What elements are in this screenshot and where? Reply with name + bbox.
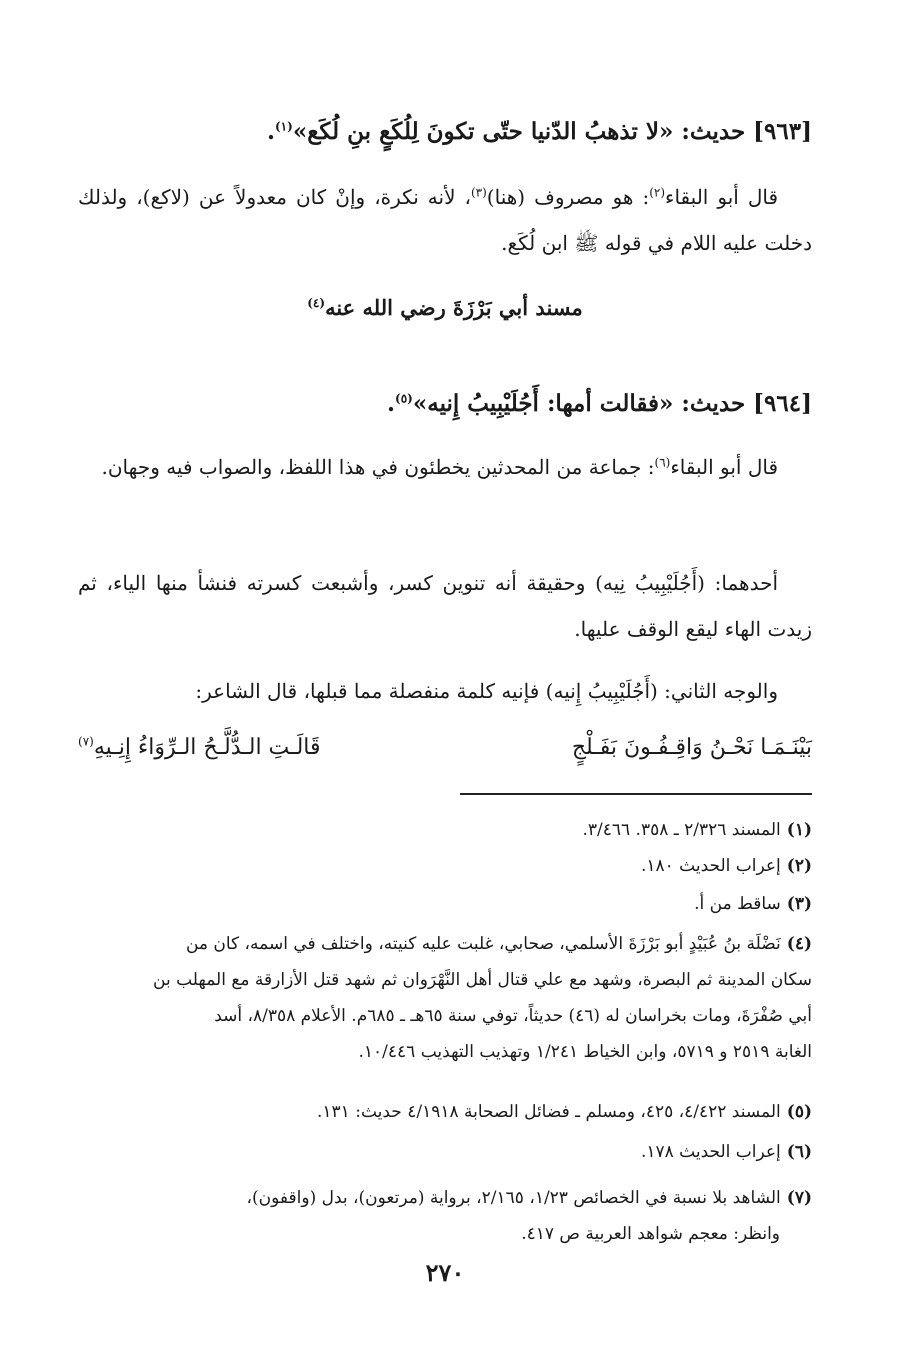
footnote-6: (٦)إعراب الحديث ١٧٨. [640,1142,812,1162]
footnote-separator [460,793,812,795]
verse-first-hemistich: بَيْنَـمَـا نَحْـنُ وَاقِـفُـونَ بَفَـلْجٍ [571,735,812,760]
footnote-ref-7: (٧) [78,734,94,749]
footnote-ref-1: (١) [274,119,293,134]
first-way-paragraph: أحدهما: (أَجُلَيْبِيبُ نِيه) وحقيقة أنه تنوين كسر، وأشبعت كسرته فنشأ منها الياء، ثم زيدت الهاء ليقع الوقف عليها. [78,571,812,641]
footnote-ref-5: (٥) [395,391,413,406]
footnote-5: (٥)المسند ٤/٤٢٢، ٤٢٥، ومسلم ـ فضائل الصحابة ٤/١٩١٨ حديث: ١٣١. [317,1102,812,1122]
page-number: ٢٧٠ [425,1258,465,1287]
verse-second-hemistich: قَالَـتِ الـدُّلَّـحُ الـرِّوَاءُ إِنِـيهِ$^{(٧)}$ [78,734,321,760]
hadith-963-text: «لا تذهبُ الدّنيا حتّى تكونَ لِلُكَعٍ بنِ لُكَع» [292,118,674,145]
footnote-ref-2: (٢) [649,185,666,200]
footnote-ref-3: (٣) [470,185,487,200]
commentary-964: قال أبو البقاء$^{(٦)}$: جماعة من المحدثين يخطئون في هذا اللفظ، والصواب فيه وجهان. [101,455,778,479]
footnote-1: (١)المسند ٢/٣٢٦ ـ ٣٥٨. ٣/٤٦٦. [582,820,812,840]
commentary-963: قال أبو البقاء$^{(٢)}$: هو مصروف (هنا)$^{(٣)}$، لأنه نكرة، وإنْ كان معدولاً عن (لاكع)، ولذلك دخلت عليه اللام في قوله ﷺ ابن لُكَع. [78,185,812,255]
hadith-963: [٩٦٣] حديث: «لا تذهبُ الدّنيا حتّى تكونَ لِلُكَعٍ بنِ لُكَع»$^{(١)}$. [266,118,812,145]
musnad-heading: مسند أبي بَرْزَةَ رضي الله عنه$^{(٤)}$ [307,295,583,320]
footnote-ref-6: (٦) [654,455,671,470]
hadith-964-label: [٩٦٤] حديث: [681,390,812,417]
book-page [78,0,812,1361]
hadith-963-label: [٩٦٣] حديث: [681,118,812,145]
second-way-paragraph: والوجه الثاني: (أَجُلَيْبِيبُ إِنيه) فإنيه كلمة منفصلة مما قبلها، قال الشاعر: [195,679,778,703]
footnote-7: (٧)الشاهد بلا نسبة في الخصائص ١/٢٣، ٢/١٦٥، برواية (مرتعون)، بدل (واقفون)، وانظر: معجم شواهد العربية ص ٤١٧. [246,1188,812,1244]
footnote-4: (٤)نَضْلَة بنُ عُبَيْدٍ أبو بَرْزَةَ الأسلمي، صحابي، غلبت عليه كنيته، واختلف في اسمه، كان من سكان المدينة ثم البصرة، وشهد مع علي قتال أهل النَّهْرَوان ثم شهد قتل الأزارقة مع المهلب بن أبي صُفْرَةَ، ومات بخراسان له (٤٦) حديثاً، توفي سنة ٦٥هـ ـ ٦٨٥م. الأعلام ٨/٣٥٨، أسد الغابة ٢٥١٩ و ٥٧١٩، وابن الخياط ١/٢٤١ وتهذيب التهذيب ١٠/٤٤٦. [153,934,812,1062]
footnote-3: (٣)ساقط من أ. [694,894,812,914]
poetry-verse [78,728,812,768]
hadith-964-text: «فقالت أمها: أَجُلَيْبِيبُ إِنيه» [412,390,674,417]
footnote-2: (٢)إعراب الحديث ١٨٠. [640,856,812,876]
footnote-ref-4: (٤) [307,296,326,310]
hadith-964: [٩٦٤] حديث: «فقالت أمها: أَجُلَيْبِيبُ إِنيه»$^{(٥)}$. [387,390,812,417]
